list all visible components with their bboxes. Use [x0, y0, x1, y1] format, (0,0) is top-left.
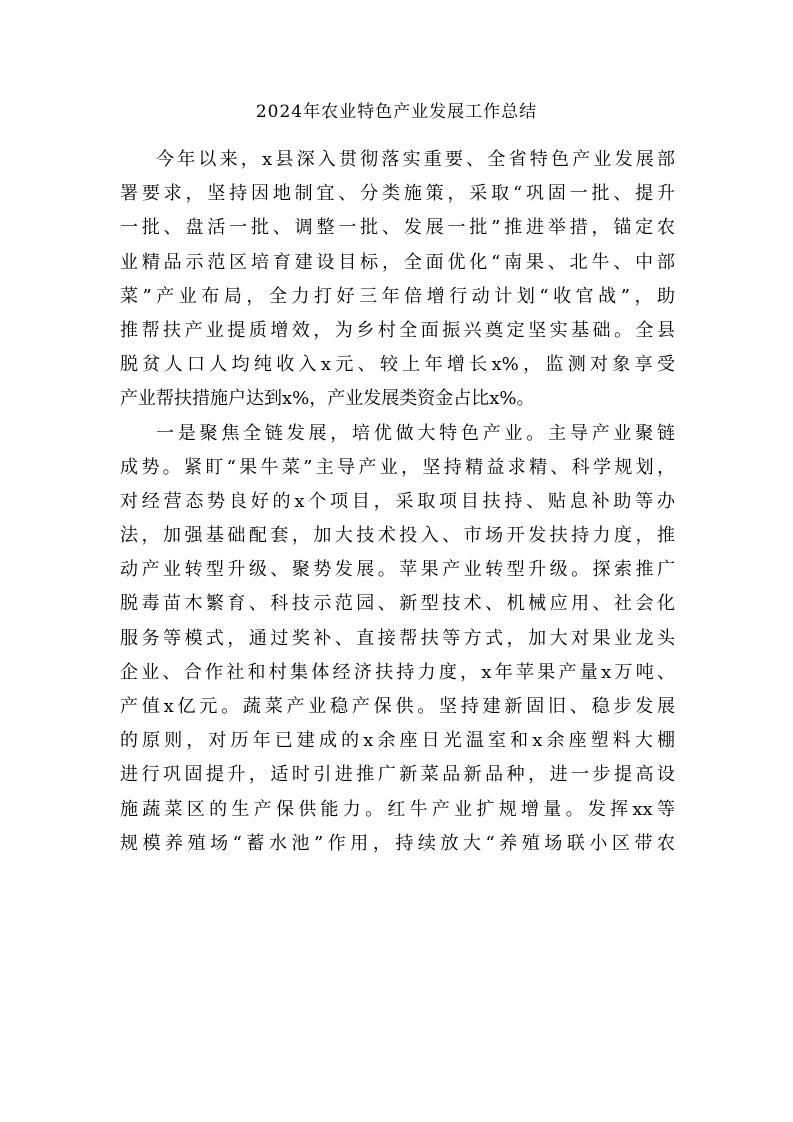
text-line: 法，加强基础配套，加大技术投入、市场开发扶持力度，推 — [120, 525, 675, 547]
text-line: 对经营态势良好的x个项目，采取项目扶持、贴息补助等办 — [120, 490, 675, 512]
text-line: 脱毒苗木繁育、科技示范园、新型技术、机械应用、社会化 — [120, 593, 675, 615]
text-line: 成势。紧盯“果牛菜”主导产业，坚持精益求精、科学规划， — [120, 456, 675, 478]
text-line: 动产业转型升级、聚势发展。苹果产业转型升级。探索推广 — [120, 559, 675, 581]
text-line: 的原则，对历年已建成的x余座日光温室和x余座塑料大棚 — [120, 730, 675, 752]
document-title: 2024年农业特色产业发展工作总结 — [255, 102, 538, 122]
text-line: 业精品示范区培育建设目标，全面优化“南果、北牛、中部 — [120, 251, 675, 273]
text-line: 施蔬菜区的生产保供能力。红牛产业扩规增量。发挥xx等 — [120, 798, 675, 820]
document-body — [120, 143, 675, 861]
text-line: 产值x亿元。蔬菜产业稳产保供。坚持建新固旧、稳步发展 — [120, 696, 675, 717]
text-line: 一是聚焦全链发展，培优做大特色产业。主导产业聚链 — [156, 422, 675, 444]
text-line: 企业、合作社和村集体经济扶持力度，x年苹果产量x万吨、 — [120, 661, 675, 683]
text-line: 推帮扶产业提质增效，为乡村全面振兴奠定坚实基础。全县 — [120, 319, 675, 341]
text-line: 规模养殖场“蓄水池”作用，持续放大“养殖场联小区带农 — [120, 832, 675, 854]
text-line: 进行巩固提升，适时引进推广新菜品新品种，进一步提高设 — [120, 764, 675, 786]
text-line: 今年以来，x县深入贯彻落实重要、全省特色产业发展部 — [156, 149, 675, 170]
paragraph-intro — [120, 143, 675, 417]
text-line: 署要求，坚持因地制宜、分类施策，采取“巩固一批、提升 — [120, 183, 675, 205]
text-line: 脱贫人口人均纯收入x元、较上年增长x%，监测对象享受 — [120, 354, 675, 376]
text-line: 服务等模式，通过奖补、直接帮扶等方式，加大对果业龙头 — [120, 627, 675, 649]
text-line: 菜”产业布局，全力打好三年倍增行动计划“收官战”，助 — [120, 285, 675, 307]
text-line: 一批、盘活一批、调整一批、发展一批”推进举措，锚定农 — [120, 217, 675, 239]
text-line: 产业帮扶措施户达到x%，产业发展类资金占比x%。 — [120, 388, 535, 410]
paragraph-section-one — [120, 417, 675, 861]
